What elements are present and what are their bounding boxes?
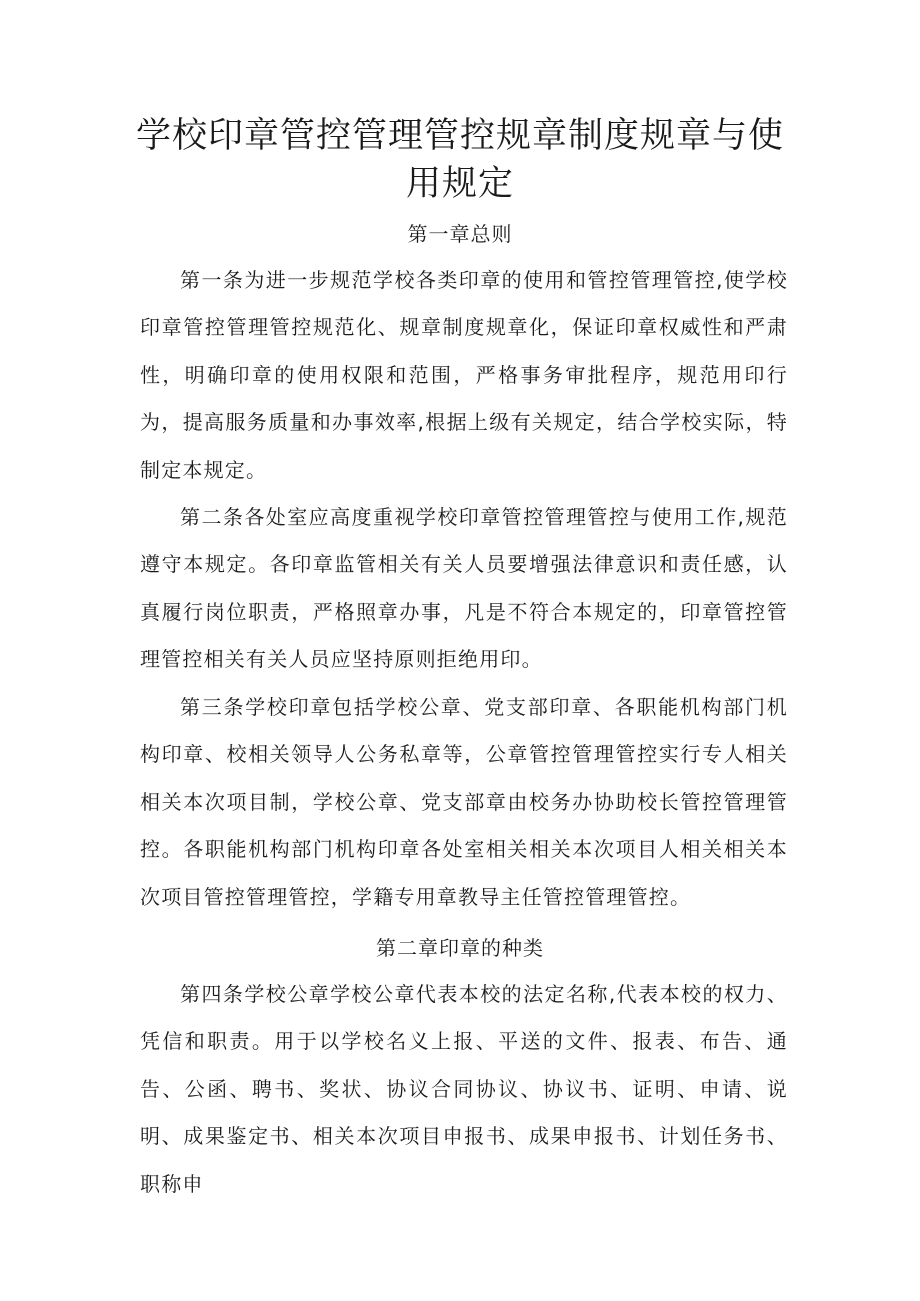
document-title: 学校印章管控管理管控规章制度规章与使用规定	[135, 116, 784, 204]
article-4: 第四条学校公章学校公章代表本校的法定名称,代表本校的权力、凭信和职责。用于以学校名义上报、平送的文件、报表、布告、通告、公函、聘书、奖状、协议合同协议、协议书、证明、申请、说明、成果鉴定书、相关本次项目申报书、成果申报书、计划任务书、职称申	[140, 982, 788, 1196]
article-1: 第一条为进一步规范学校各类印章的使用和管控管理管控,使学校印章管控管理管控规范化、规章制度规章化，保证印章权威性和严肃性，明确印章的使用权限和范围，严格事务审批程序，规范用印行为，提高服务质量和办事效率,根据上级有关规定，结合学校实际，特制定本规定。	[140, 268, 788, 482]
article-3: 第三条学校印章包括学校公章、党支部印章、各职能机构部门机构印章、校相关领导人公务私章等，公章管控管理管控实行专人相关相关本次项目制，学校公章、党支部章由校务办协助校长管控管理管控。各职能机构部门机构印章各处室相关相关本次项目人相关相关本次项目管控管理管控，学籍专用章教导主任管控管理管控。	[140, 695, 788, 909]
article-2: 第二条各处室应高度重视学校印章管控管理管控与使用工作,规范遵守本规定。各印章监管相关有关人员要增强法律意识和责任感，认真履行岗位职责，严格照章办事，凡是不符合本规定的，印章管控管理管控相关有关人员应坚持原则拒绝用印。	[140, 505, 788, 672]
chapter-heading-1: 第一章总则	[407, 222, 513, 246]
chapter-heading-2: 第二章印章的种类	[376, 936, 544, 960]
